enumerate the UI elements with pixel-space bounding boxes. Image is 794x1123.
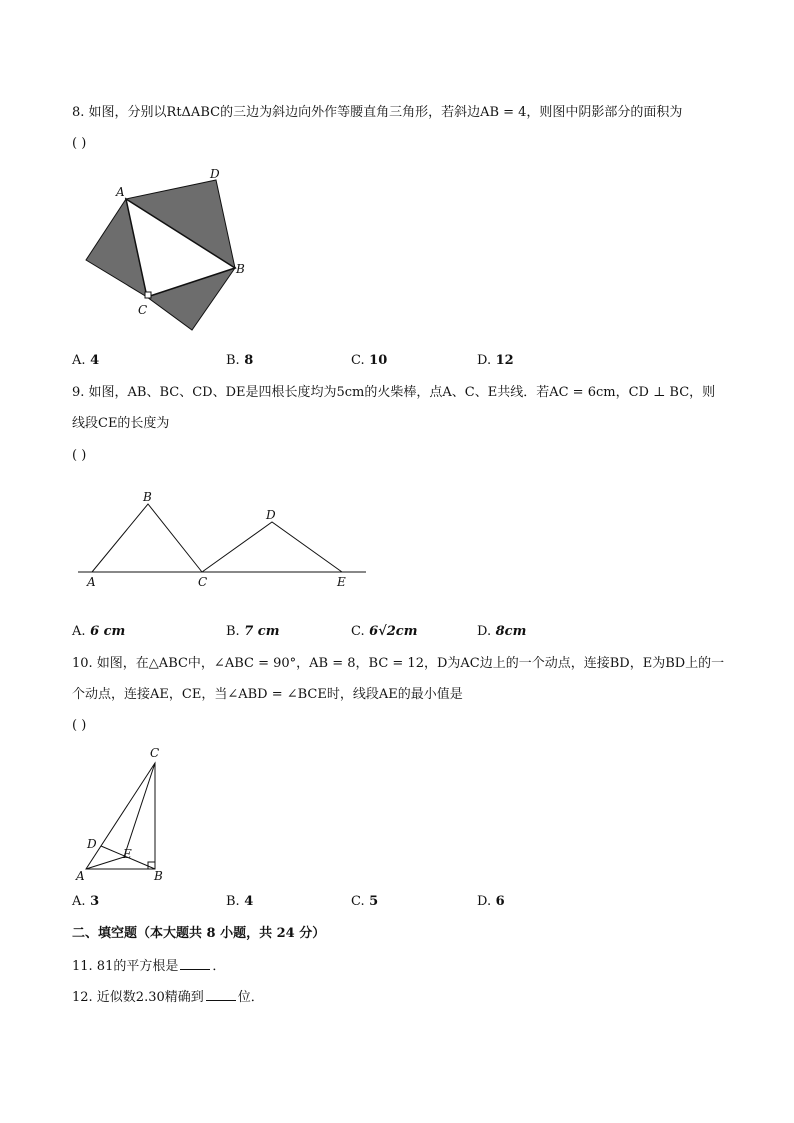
q8-option-a[interactable]: A. 4 bbox=[72, 353, 100, 368]
q10-segment-ce bbox=[124, 763, 155, 857]
q8-label-b: B bbox=[236, 262, 245, 276]
q9-option-a[interactable]: A. 6 cm bbox=[72, 624, 126, 639]
q10-stem-line1: 10. 如图，在△ABC中，∠ABC = 90°，AB = 8，BC = 12，D为AC边上的一个动点，连接BD，E为BD上的一 bbox=[72, 656, 725, 671]
q9-option-c[interactable]: C. 6√2cm bbox=[351, 624, 418, 639]
q10-option-a[interactable]: A. 3 bbox=[72, 894, 100, 909]
q9-option-d[interactable]: D. 8cm bbox=[477, 624, 527, 639]
q9-answer-paren: ( ) bbox=[72, 448, 87, 463]
q10-figure bbox=[72, 742, 172, 887]
q8-label-c: C bbox=[138, 303, 148, 317]
q10-label-d: D bbox=[87, 837, 97, 851]
q10-label-e: E bbox=[123, 847, 132, 861]
q10-option-c[interactable]: C. 5 bbox=[351, 894, 379, 909]
q11-text-before: 11. 81的平方根是 bbox=[72, 959, 179, 974]
q10-label-b: B bbox=[154, 869, 163, 883]
q9-label-c: C bbox=[198, 575, 208, 589]
q8-option-d[interactable]: D. 12 bbox=[477, 353, 514, 368]
q11-stem bbox=[72, 957, 225, 976]
q9-stem-line2: 线段CE的长度为 bbox=[72, 416, 170, 431]
q9-option-b[interactable]: B. 7 cm bbox=[226, 624, 280, 639]
q11-answer-blank[interactable] bbox=[180, 957, 210, 970]
q8-label-d: D bbox=[210, 167, 220, 181]
q10-option-b[interactable]: B. 4 bbox=[226, 894, 254, 909]
q10-triangle-abc bbox=[86, 763, 155, 869]
q9-matchstick-cd-de bbox=[202, 522, 342, 572]
q10-label-c: C bbox=[150, 746, 160, 760]
q9-stem-line1: 9. 如图，AB、BC、CD、DE是四根长度均为5cm的火柴棒，点A、C、E共线．若AC = 6cm，CD ⊥ BC，则 bbox=[72, 385, 716, 400]
q11-text-after: ． bbox=[212, 959, 226, 974]
q12-text-after: 位． bbox=[237, 990, 264, 1005]
q10-stem-line2: 个动点，连接AE，CE，当∠ABD = ∠BCE时，线段AE的最小值是 bbox=[72, 687, 463, 702]
q10-answer-paren: ( ) bbox=[72, 718, 87, 733]
q12-answer-blank[interactable] bbox=[206, 988, 236, 1001]
section-2-title: 二、填空题（本大题共 8 小题，共 24 分） bbox=[72, 926, 326, 941]
q9-label-d: D bbox=[266, 508, 276, 522]
q10-option-d[interactable]: D. 6 bbox=[477, 894, 505, 909]
q10-segment-ae bbox=[86, 857, 124, 869]
q8-right-angle-mark bbox=[145, 292, 151, 298]
q8-figure bbox=[80, 162, 260, 342]
q8-option-c[interactable]: C. 10 bbox=[351, 353, 388, 368]
q8-stem: 8. 如图，分别以RtΔABC的三边为斜边向外作等腰直角三角形，若斜边AB = 4，则图中阴影部分的面积为 bbox=[72, 105, 683, 120]
q8-option-b[interactable]: B. 8 bbox=[226, 353, 254, 368]
q12-stem bbox=[72, 988, 264, 1007]
q9-matchstick-ab-bc bbox=[92, 504, 202, 572]
q9-figure bbox=[76, 490, 371, 590]
q8-answer-paren: ( ) bbox=[72, 136, 87, 151]
q12-text-before: 12. 近似数2.30精确到 bbox=[72, 990, 204, 1005]
q9-label-b: B bbox=[143, 490, 152, 504]
q9-label-a: A bbox=[87, 575, 96, 589]
q9-label-e: E bbox=[337, 575, 346, 589]
q8-label-a: A bbox=[116, 185, 125, 199]
q10-label-a: A bbox=[76, 869, 85, 883]
